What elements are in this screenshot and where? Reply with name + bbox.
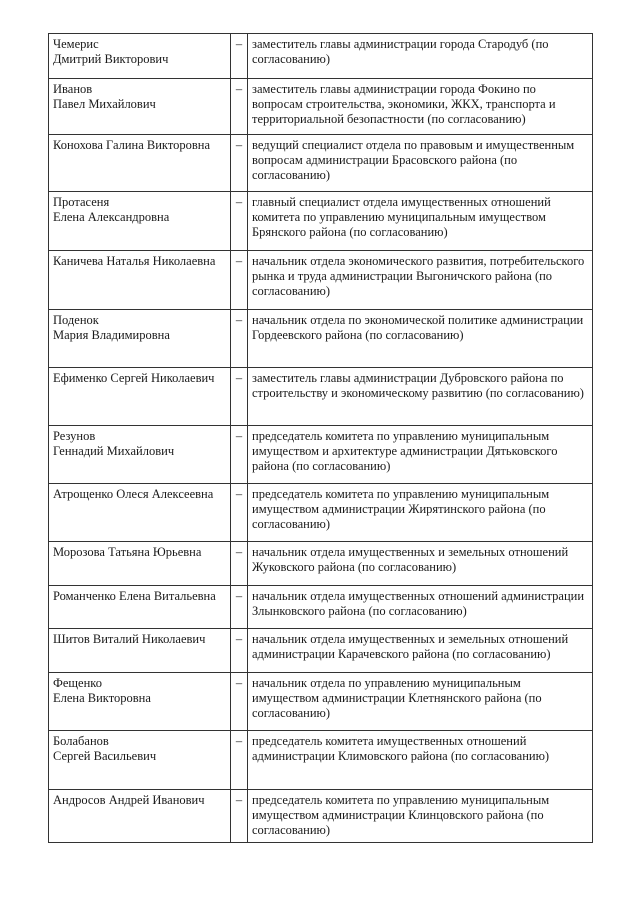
member-role: заместитель главы администрации города Фокино по вопросам строительства, экономики, ЖКХ, транспорта и территориальной безопастности (по согласованию) [248,79,593,135]
member-name-line: Поденок [53,313,99,327]
member-name-line: Павел Михайлович [53,97,156,111]
table-row [49,79,593,135]
members-table [48,33,593,843]
member-name [49,310,231,368]
member-name-line: Мария Владимировна [53,328,170,342]
member-name-line: Геннадий Михайлович [53,444,175,458]
dash-separator: – [231,426,248,484]
dash-separator: – [231,542,248,586]
table-row [49,790,593,843]
member-name [49,790,231,843]
member-role: заместитель главы администрации Дубровского района по строительству и экономическому развитию (по согласованию) [248,368,593,426]
dash-separator: – [231,368,248,426]
member-name-line: Елена Александровна [53,210,170,224]
member-name [49,484,231,542]
dash-separator: – [231,586,248,629]
member-name-line: Фещенко [53,676,102,690]
members-table-body [49,34,593,843]
member-role: главный специалист отдела имущественных отношений комитета по управлению муниципальным имуществом Брянского района (по согласованию) [248,192,593,251]
member-name [49,34,231,79]
member-name [49,673,231,731]
table-row [49,673,593,731]
dash-separator: – [231,484,248,542]
table-row [49,484,593,542]
member-name [49,731,231,790]
member-name-line: Елена Викторовна [53,691,151,705]
member-name-line: Болабанов [53,734,109,748]
member-name-line: Дмитрий Викторович [53,52,169,66]
member-role: председатель комитета имущественных отношений администрации Климовского района (по согласованию) [248,731,593,790]
member-name-line: Протасеня [53,195,110,209]
dash-separator: – [231,731,248,790]
member-role: ведущий специалист отдела по правовым и имущественным вопросам администрации Брасовского района (по согласованию) [248,135,593,192]
member-role: начальник отдела по управлению муниципальным имуществом администрации Клетнянского района (по согласованию) [248,673,593,731]
member-name-line: Ефименко Сергей Николаевич [53,371,215,385]
dash-separator: – [231,629,248,673]
member-name-line: Иванов [53,82,93,96]
table-row [49,135,593,192]
table-row [49,368,593,426]
member-name-line: Чемерис [53,37,99,51]
member-name [49,542,231,586]
member-role: начальник отдела по экономической политике администрации Гордеевского района (по согласованию) [248,310,593,368]
table-row [49,629,593,673]
member-role: заместитель главы администрации города Стародуб (по согласованию) [248,34,593,79]
member-name-line: Романченко Елена Витальевна [53,589,216,603]
dash-separator: – [231,79,248,135]
member-name [49,586,231,629]
table-row [49,731,593,790]
dash-separator: – [231,251,248,310]
table-row [49,251,593,310]
member-role: председатель комитета по управлению муниципальным имуществом администрации Клинцовского района (по согласованию) [248,790,593,843]
member-role: председатель комитета по управлению муниципальным имуществом и архитектуре администрации Дятьковского района (по согласованию) [248,426,593,484]
member-name-line: Шитов Виталий Николаевич [53,632,206,646]
member-name-line: Сергей Васильевич [53,749,157,763]
dash-separator: – [231,135,248,192]
dash-separator: – [231,673,248,731]
member-name-line: Резунов [53,429,96,443]
member-name-line: Конохова Галина Викторовна [53,138,211,152]
member-name [49,629,231,673]
table-row [49,586,593,629]
table-row [49,34,593,79]
member-role: начальник отдела имущественных отношений администрации Злынковского района (по согласованию) [248,586,593,629]
member-role: председатель комитета по управлению муниципальным имуществом администрации Жирятинского района (по согласованию) [248,484,593,542]
table-row [49,310,593,368]
table-row [49,426,593,484]
member-role: начальник отдела имущественных и земельных отношений Жуковского района (по согласованию) [248,542,593,586]
member-name [49,368,231,426]
member-name-line: Морозова Татьяна Юрьевна [53,545,202,559]
member-name-line: Каничева Наталья Николаевна [53,254,216,268]
table-row [49,542,593,586]
member-role: начальник отдела экономического развития, потребительского рынка и труда администрации Выгоничского района (по согласованию) [248,251,593,310]
member-name-line: Андросов Андрей Иванович [53,793,205,807]
member-name [49,79,231,135]
member-name [49,426,231,484]
dash-separator: – [231,310,248,368]
member-name [49,135,231,192]
member-name [49,251,231,310]
member-name-line: Атрощенко Олеся Алексеевна [53,487,214,501]
member-name [49,192,231,251]
dash-separator: – [231,790,248,843]
table-row [49,192,593,251]
dash-separator: – [231,34,248,79]
dash-separator: – [231,192,248,251]
member-role: начальник отдела имущественных и земельных отношений администрации Карачевского района (по согласованию) [248,629,593,673]
